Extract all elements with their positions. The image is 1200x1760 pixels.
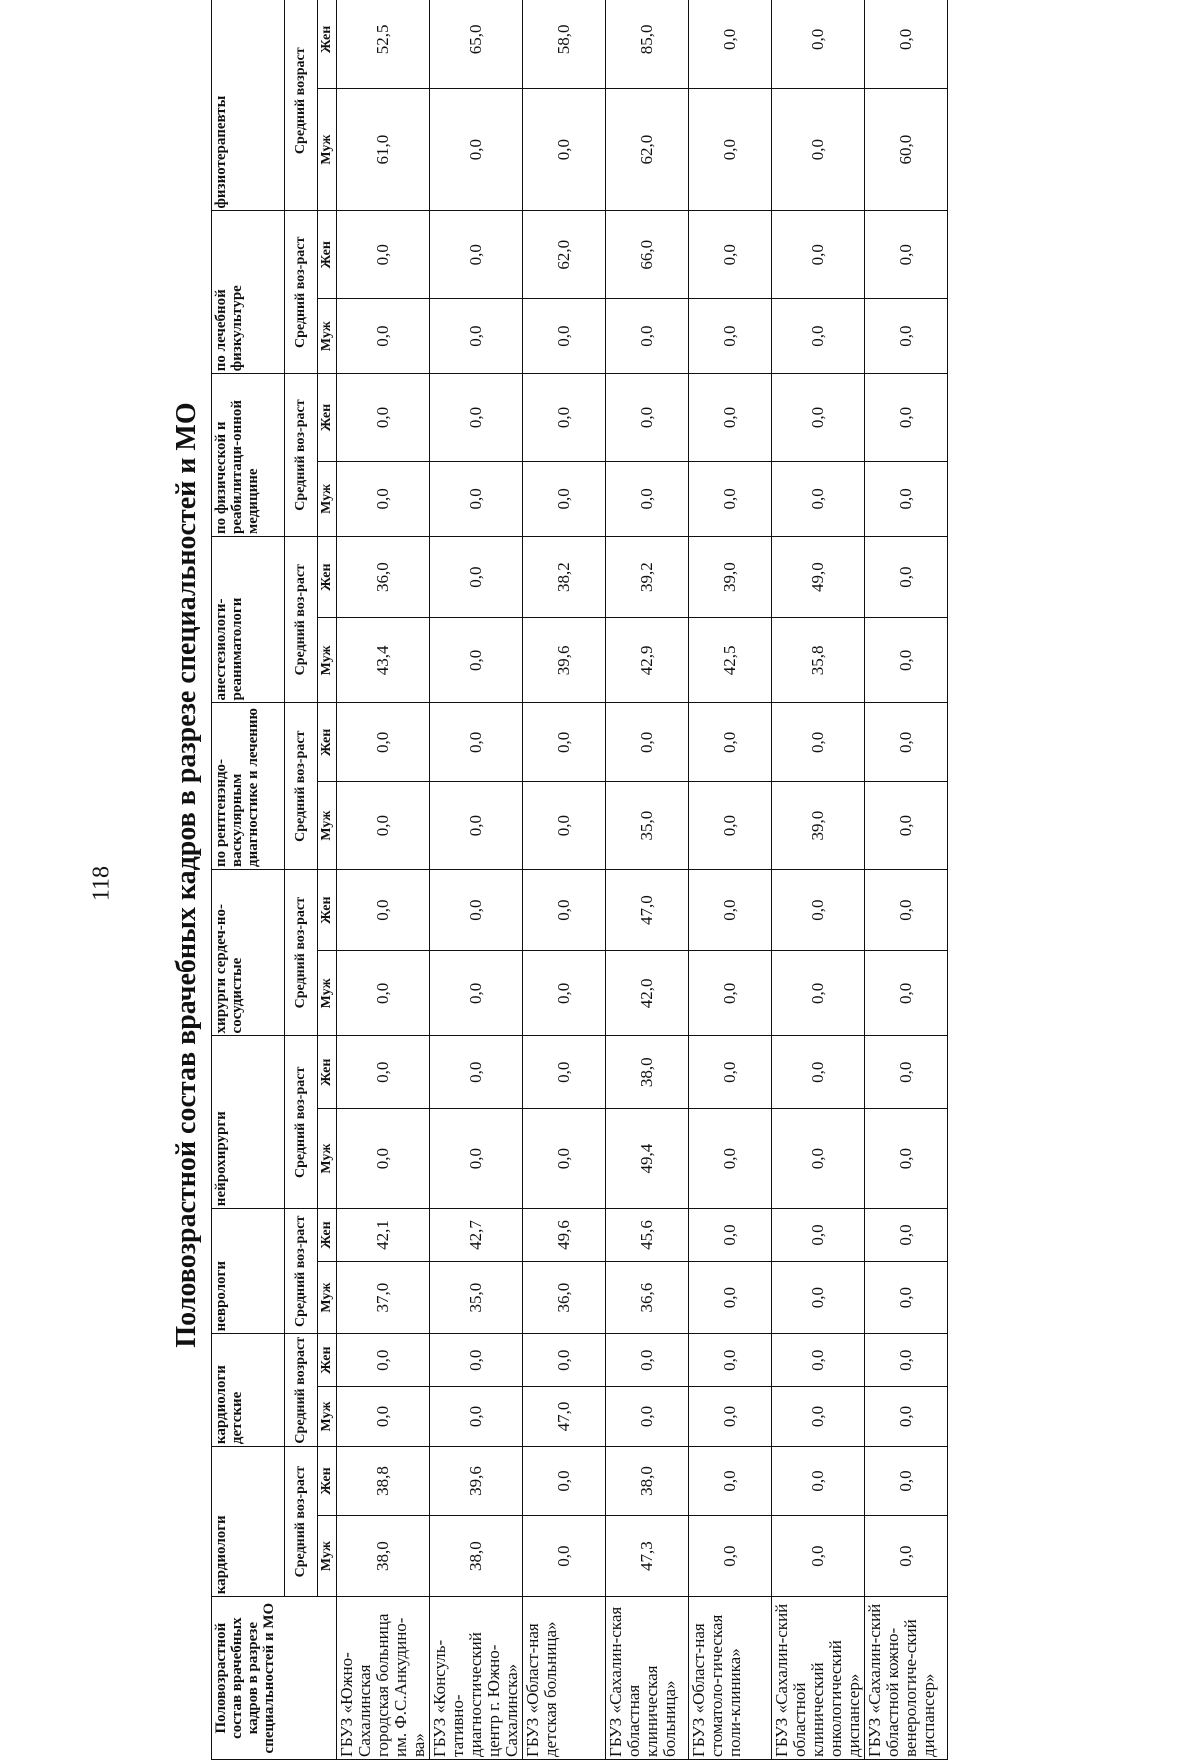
- age-value: 62,0: [606, 88, 689, 211]
- organization-name: ГБУЗ «Област-ная стоматоло-гическая поли-клиника»: [689, 1597, 772, 1760]
- age-value: 0,0: [689, 461, 772, 536]
- age-value: 36,0: [337, 536, 430, 617]
- age-value: 0,0: [772, 1334, 865, 1387]
- table-row: [772, 0, 865, 1760]
- male-header: Муж: [318, 618, 337, 703]
- organization-name: ГБУЗ «Сахалин-ский областной клинический онкологический диспансер»: [772, 1597, 865, 1760]
- age-value: 0,0: [337, 1036, 430, 1109]
- age-value: 42,5: [689, 618, 772, 703]
- age-value: 0,0: [772, 0, 865, 88]
- age-value: 0,0: [606, 461, 689, 536]
- specialty-header: нейрохирурги: [212, 1036, 285, 1209]
- age-value: 0,0: [772, 1109, 865, 1209]
- female-header: Жен: [318, 211, 337, 299]
- age-value: 61,0: [337, 88, 430, 211]
- age-value: 0,0: [772, 869, 865, 950]
- age-value: 0,0: [523, 869, 606, 950]
- age-value: 0,0: [606, 1334, 689, 1387]
- age-value: 0,0: [430, 1036, 523, 1109]
- age-value: 0,0: [337, 374, 430, 462]
- age-value: 0,0: [865, 1515, 948, 1596]
- age-value: 42,7: [430, 1209, 523, 1262]
- male-header: Муж: [318, 299, 337, 374]
- age-value: 39,0: [772, 782, 865, 870]
- age-value: 38,0: [606, 1447, 689, 1516]
- age-value: 39,6: [523, 618, 606, 703]
- age-value: 0,0: [430, 951, 523, 1036]
- age-value: 0,0: [523, 1109, 606, 1209]
- age-value: 0,0: [689, 211, 772, 299]
- age-value: 0,0: [865, 782, 948, 870]
- male-header: Муж: [318, 1386, 337, 1446]
- avg-age-header: Средний воз-раст: [285, 374, 318, 537]
- age-value: 0,0: [689, 1334, 772, 1387]
- age-value: 0,0: [865, 374, 948, 462]
- age-value: 0,0: [772, 1209, 865, 1262]
- age-value: 42,9: [606, 618, 689, 703]
- age-value: 39,0: [689, 536, 772, 617]
- age-value: 0,0: [689, 1109, 772, 1209]
- age-value: 0,0: [772, 299, 865, 374]
- specialty-header: хирурги сердеч-но-сосудистые: [212, 869, 285, 1035]
- age-value: 39,2: [606, 536, 689, 617]
- age-value: 0,0: [430, 869, 523, 950]
- age-value: 49,0: [772, 536, 865, 617]
- age-value: 0,0: [430, 618, 523, 703]
- age-value: 0,0: [865, 1109, 948, 1209]
- specialty-header: физиотерапевты: [212, 0, 285, 211]
- age-value: 0,0: [865, 461, 948, 536]
- age-value: 0,0: [430, 1334, 523, 1387]
- age-value: 0,0: [523, 951, 606, 1036]
- age-value: 66,0: [606, 211, 689, 299]
- age-value: 0,0: [337, 782, 430, 870]
- age-value: 0,0: [689, 1386, 772, 1446]
- female-header: Жен: [318, 1209, 337, 1262]
- age-value: 0,0: [689, 1209, 772, 1262]
- female-header: Жен: [318, 869, 337, 950]
- age-value: 0,0: [523, 1515, 606, 1596]
- age-value: 0,0: [606, 299, 689, 374]
- age-value: 0,0: [689, 869, 772, 950]
- age-value: 0,0: [606, 1386, 689, 1446]
- staff-age-table: [211, 0, 948, 1760]
- age-value: 0,0: [689, 782, 772, 870]
- age-value: 0,0: [772, 1515, 865, 1596]
- age-value: 58,0: [523, 0, 606, 88]
- age-value: 35,0: [430, 1261, 523, 1334]
- age-value: 0,0: [865, 1447, 948, 1516]
- age-value: 0,0: [689, 703, 772, 782]
- age-value: 62,0: [523, 211, 606, 299]
- specialty-header: по рентгенэндо-васкулярным диагностике и лечению: [212, 703, 285, 869]
- page-number: 118: [88, 865, 115, 902]
- male-header: Муж: [318, 782, 337, 870]
- specialty-header: кардиологи детские: [212, 1334, 285, 1447]
- specialty-header: по лечебной физкультуре: [212, 211, 285, 374]
- female-header: Жен: [318, 536, 337, 617]
- specialty-header: анестезиологи-реаниматологи: [212, 536, 285, 703]
- age-value: 0,0: [337, 299, 430, 374]
- female-header: Жен: [318, 1036, 337, 1109]
- age-value: 0,0: [523, 782, 606, 870]
- age-value: 47,3: [606, 1515, 689, 1596]
- age-value: 0,0: [865, 618, 948, 703]
- table-row: [430, 0, 523, 1760]
- avg-age-header: Средний воз-раст: [285, 1209, 318, 1334]
- age-value: 0,0: [772, 1447, 865, 1516]
- age-value: 36,6: [606, 1261, 689, 1334]
- female-header: Жен: [318, 703, 337, 782]
- age-value: 0,0: [430, 461, 523, 536]
- age-value: 0,0: [523, 1036, 606, 1109]
- age-value: 47,0: [523, 1386, 606, 1446]
- table-row: [689, 0, 772, 1760]
- age-value: 0,0: [865, 951, 948, 1036]
- avg-age-header: Средний воз-раст: [285, 1447, 318, 1597]
- age-value: 0,0: [337, 1109, 430, 1209]
- age-value: 49,6: [523, 1209, 606, 1262]
- age-value: 0,0: [865, 703, 948, 782]
- age-value: 39,6: [430, 1447, 523, 1516]
- age-value: 47,0: [606, 869, 689, 950]
- avg-age-header: Средний воз-раст: [285, 1036, 318, 1209]
- specialty-header: неврологи: [212, 1209, 285, 1334]
- age-value: 0,0: [430, 299, 523, 374]
- age-value: 38,0: [337, 1515, 430, 1596]
- age-value: 0,0: [865, 1209, 948, 1262]
- table-row: [337, 0, 430, 1760]
- organization-name: ГБУЗ «Консуль-тативно-диагностический центр г. Южно-Сахалинска»: [430, 1597, 523, 1760]
- age-value: 0,0: [772, 88, 865, 211]
- avg-age-header: Средний воз-раст: [285, 536, 318, 703]
- age-value: 0,0: [865, 869, 948, 950]
- male-header: Муж: [318, 88, 337, 211]
- age-value: 38,0: [430, 1515, 523, 1596]
- age-value: 0,0: [430, 536, 523, 617]
- age-value: 0,0: [689, 1261, 772, 1334]
- age-value: 42,1: [337, 1209, 430, 1262]
- age-value: 0,0: [430, 88, 523, 211]
- specialty-header: кардиологи: [212, 1447, 285, 1597]
- age-value: 35,0: [606, 782, 689, 870]
- age-value: 0,0: [523, 1334, 606, 1387]
- age-value: 0,0: [523, 1447, 606, 1516]
- age-value: 0,0: [689, 0, 772, 88]
- age-value: 49,4: [606, 1109, 689, 1209]
- age-value: 0,0: [689, 88, 772, 211]
- age-value: 0,0: [337, 703, 430, 782]
- page-title: Половозрастной состав врачебных кадров в разрезе специальностей и МО: [171, 402, 202, 1348]
- age-value: 0,0: [689, 951, 772, 1036]
- age-value: 36,0: [523, 1261, 606, 1334]
- age-value: 0,0: [772, 461, 865, 536]
- age-value: 0,0: [772, 1261, 865, 1334]
- table-row: [865, 0, 948, 1760]
- avg-age-header: Средний воз-раст: [285, 869, 318, 1035]
- avg-age-header: Средний воз-раст: [285, 703, 318, 869]
- rotated-page-content: [167, 0, 1200, 1760]
- avg-age-header: Средний возраст: [285, 0, 318, 211]
- age-value: 0,0: [523, 88, 606, 211]
- age-value: 0,0: [865, 299, 948, 374]
- age-value: 43,4: [337, 618, 430, 703]
- female-header: Жен: [318, 1334, 337, 1387]
- age-value: 0,0: [337, 951, 430, 1036]
- age-value: 0,0: [865, 1386, 948, 1446]
- age-value: 0,0: [772, 374, 865, 462]
- age-value: 0,0: [337, 869, 430, 950]
- age-value: 0,0: [523, 703, 606, 782]
- age-value: 38,2: [523, 536, 606, 617]
- age-value: 0,0: [865, 1261, 948, 1334]
- age-value: 0,0: [523, 461, 606, 536]
- male-header: Муж: [318, 1515, 337, 1596]
- age-value: 0,0: [689, 1515, 772, 1596]
- age-value: 0,0: [523, 299, 606, 374]
- age-value: 0,0: [430, 1109, 523, 1209]
- age-value: 0,0: [772, 951, 865, 1036]
- organization-name: ГБУЗ «Област-ная детская больница»: [523, 1597, 606, 1760]
- age-value: 0,0: [689, 1036, 772, 1109]
- age-value: 38,8: [337, 1447, 430, 1516]
- organization-name: ГБУЗ «Сахалин-ский областной кожно-венерологиче-ский диспансер»: [865, 1597, 948, 1760]
- age-value: 0,0: [772, 1386, 865, 1446]
- age-value: 42,0: [606, 951, 689, 1036]
- age-value: 0,0: [865, 1334, 948, 1387]
- age-value: 35,8: [772, 618, 865, 703]
- male-header: Муж: [318, 1261, 337, 1334]
- age-value: 85,0: [606, 0, 689, 88]
- age-value: 0,0: [772, 211, 865, 299]
- age-value: 0,0: [689, 299, 772, 374]
- female-header: Жен: [318, 374, 337, 462]
- age-value: 0,0: [337, 1334, 430, 1387]
- age-value: 0,0: [430, 211, 523, 299]
- female-header: Жен: [318, 1447, 337, 1516]
- age-value: 0,0: [337, 1386, 430, 1446]
- age-value: 52,5: [337, 0, 430, 88]
- age-value: 0,0: [865, 1036, 948, 1109]
- table-row: [523, 0, 606, 1760]
- table-row: [606, 0, 689, 1760]
- male-header: Муж: [318, 1109, 337, 1209]
- specialty-header: по физической и реабилитаци-онной медицине: [212, 374, 285, 537]
- age-value: 0,0: [606, 703, 689, 782]
- age-value: 0,0: [865, 211, 948, 299]
- avg-age-header: Средний воз-раст: [285, 211, 318, 374]
- male-header: Муж: [318, 951, 337, 1036]
- age-value: 65,0: [430, 0, 523, 88]
- age-value: 0,0: [865, 536, 948, 617]
- organization-name: ГБУЗ «Сахалин-ская областная клиническая больница»: [606, 1597, 689, 1760]
- age-value: 37,0: [337, 1261, 430, 1334]
- age-value: 60,0: [865, 88, 948, 211]
- age-value: 0,0: [430, 1386, 523, 1446]
- male-header: Муж: [318, 461, 337, 536]
- age-value: 0,0: [689, 374, 772, 462]
- age-value: 0,0: [865, 0, 948, 88]
- organization-name: ГБУЗ «Южно-Сахалинская городская больница им. Ф.С.Анкудино-ва»: [337, 1597, 430, 1760]
- age-value: 0,0: [606, 374, 689, 462]
- age-value: 0,0: [430, 703, 523, 782]
- age-value: 0,0: [337, 211, 430, 299]
- age-value: 0,0: [772, 703, 865, 782]
- age-value: 0,0: [430, 374, 523, 462]
- age-value: 0,0: [523, 374, 606, 462]
- age-value: 38,0: [606, 1036, 689, 1109]
- age-value: 0,0: [430, 782, 523, 870]
- female-header: Жен: [318, 0, 337, 88]
- age-value: 0,0: [337, 461, 430, 536]
- age-value: 0,0: [689, 1447, 772, 1516]
- corner-header: Половозрастной состав врачебных кадров в разрезе специальностей и МО: [212, 1597, 337, 1760]
- age-value: 45,6: [606, 1209, 689, 1262]
- age-value: 0,0: [772, 1036, 865, 1109]
- avg-age-header: Средний возраст: [285, 1334, 318, 1447]
